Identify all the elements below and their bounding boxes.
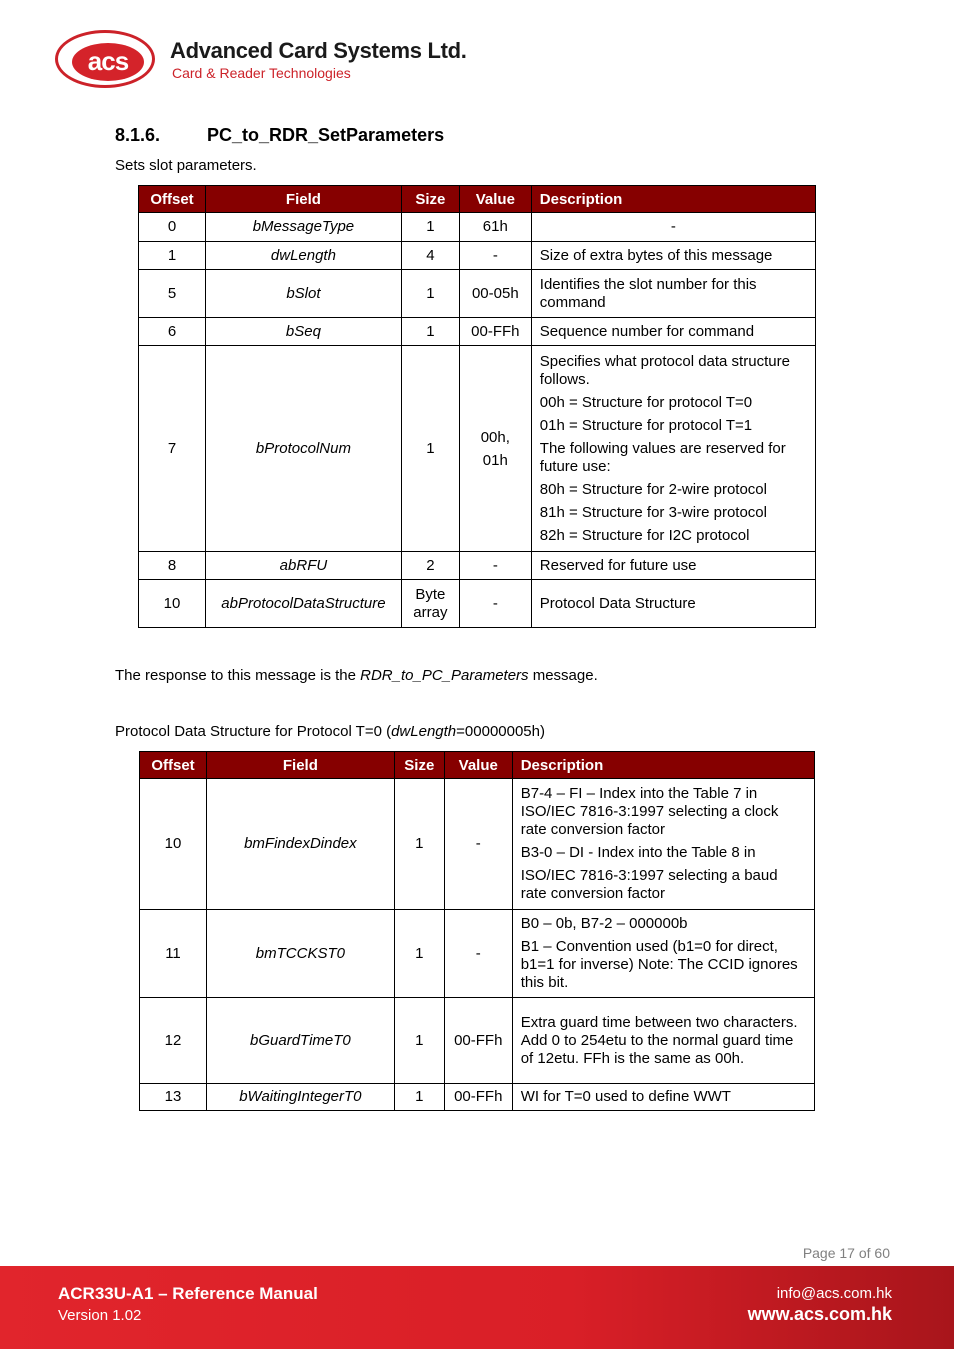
caption-text: =00000005h): [456, 723, 545, 740]
cell-field: bGuardTimeT0: [206, 998, 394, 1084]
description-line: 80h = Structure for 2-wire protocol: [539, 480, 767, 498]
section-intro: Sets slot parameters.: [115, 157, 257, 174]
cell-description: Reserved for future use: [531, 552, 815, 580]
cell-size: 4: [401, 242, 459, 270]
cell-value: -: [444, 910, 512, 998]
header-size: Size: [394, 752, 444, 779]
description-line: 01h = Structure for protocol T=1: [539, 416, 753, 434]
cell-offset: 13: [140, 1084, 207, 1111]
cell-field: bMessageType: [205, 213, 401, 242]
acs-logo-mark: [55, 30, 155, 88]
description-line: B0 – 0b, B7-2 – 000000b: [520, 915, 688, 932]
description-line: Specifies what protocol data structure follows.: [539, 352, 790, 388]
cell-offset: 0: [139, 213, 206, 242]
description-line: 00h = Structure for protocol T=0: [539, 393, 753, 411]
cell-field: dwLength: [205, 242, 401, 270]
cell-offset: 11: [140, 910, 207, 998]
cell-size: 1: [401, 213, 459, 242]
header-offset: Offset: [139, 186, 206, 213]
cell-value: 61h: [459, 213, 531, 242]
cell-value: -: [459, 242, 531, 270]
cell-offset: 8: [139, 552, 206, 580]
description-line: The following values are reserved for future use:: [539, 439, 786, 475]
page-number: Page 17 of 60: [802, 1245, 890, 1261]
footer-website[interactable]: www.acs.com.hk: [747, 1304, 892, 1324]
company-tagline: Card & Reader Technologies: [172, 65, 351, 81]
cell-size: 1: [394, 910, 444, 998]
cell-value: -: [459, 552, 531, 580]
cell-field: abRFU: [205, 552, 401, 580]
header-offset: Offset: [140, 752, 207, 779]
cell-description: [512, 910, 814, 998]
table-row: [139, 580, 816, 628]
cell-description: Protocol Data Structure: [531, 580, 815, 628]
cell-value: 00-FFh: [444, 998, 512, 1084]
cell-value-line: 01h: [482, 451, 508, 469]
cell-field: bmFindexDindex: [206, 779, 394, 910]
response-note: [115, 667, 598, 684]
header-field: Field: [205, 186, 401, 213]
cell-description: [531, 346, 815, 552]
table-row: [139, 552, 816, 580]
cell-description: Identifies the slot number for this command: [531, 270, 815, 318]
cell-description: Size of extra bytes of this message: [531, 242, 815, 270]
table-header-row: [140, 752, 815, 779]
cell-size: 1: [401, 270, 459, 318]
company-logo: [55, 30, 475, 94]
table-row: [140, 779, 815, 910]
caption-text: Protocol Data Structure for Protocol T=0 (: [115, 723, 392, 740]
cell-size: 1: [401, 346, 459, 552]
table-row: [139, 242, 816, 270]
table-row: [140, 998, 815, 1084]
cell-description: [512, 779, 814, 910]
response-text: message.: [528, 667, 598, 684]
logo-mark-text: acs: [72, 43, 144, 81]
table-header-row: [139, 186, 816, 213]
cell-offset: 10: [140, 779, 207, 910]
description-line: 82h = Structure for I2C protocol: [539, 526, 750, 544]
cell-offset: 10: [139, 580, 206, 628]
description-line: B7-4 – FI – Index into the Table 7 in ISO/IEC 7816-3:1997 selecting a clock rate conversion factor: [520, 785, 779, 838]
section-heading: [115, 125, 444, 146]
parameters-table: [138, 185, 816, 628]
cell-offset: 1: [139, 242, 206, 270]
cell-value: 00-FFh: [444, 1084, 512, 1111]
cell-value: -: [459, 580, 531, 628]
cell-offset: 5: [139, 270, 206, 318]
table2-caption: [115, 723, 545, 740]
cell-description: -: [531, 213, 815, 242]
cell-value-line: 00h,: [480, 428, 510, 446]
cell-offset: 12: [140, 998, 207, 1084]
table-row: [139, 270, 816, 318]
header-value: Value: [459, 186, 531, 213]
cell-description: Extra guard time between two characters. Add 0 to 254etu to the normal guard time of 12etu. FFh is the same as 00h.: [512, 998, 814, 1084]
cell-size: 1: [394, 998, 444, 1084]
table-row: [140, 1084, 815, 1111]
cell-size: 1: [401, 318, 459, 346]
cell-field: bProtocolNum: [205, 346, 401, 552]
cell-offset: 7: [139, 346, 206, 552]
cell-description: WI for T=0 used to define WWT: [512, 1084, 814, 1111]
header-field: Field: [206, 752, 394, 779]
cell-field: bSlot: [205, 270, 401, 318]
cell-size: 1: [394, 1084, 444, 1111]
cell-size: 1: [394, 779, 444, 910]
description-line: ISO/IEC 7816-3:1997 selecting a baud rate conversion factor: [520, 867, 778, 902]
section-number: 8.1.6.: [115, 125, 161, 145]
cell-field: bmTCCKST0: [206, 910, 394, 998]
cell-value: 00-FFh: [459, 318, 531, 346]
cell-description: Sequence number for command: [531, 318, 815, 346]
cell-value: [459, 346, 531, 552]
cell-size: 2: [401, 552, 459, 580]
footer-version: Version 1.02: [58, 1307, 142, 1324]
cell-offset: 6: [139, 318, 206, 346]
footer-document-title: ACR33U-A1 – Reference Manual: [58, 1284, 318, 1303]
page-footer: [0, 1266, 954, 1349]
table-row: [139, 318, 816, 346]
header-size: Size: [401, 186, 459, 213]
header-description: Description: [512, 752, 814, 779]
cell-size: Byte array: [401, 580, 459, 628]
response-message-name: RDR_to_PC_Parameters: [360, 667, 529, 684]
caption-field: dwLength: [391, 723, 457, 740]
table-row: [140, 910, 815, 998]
cell-value: 00-05h: [459, 270, 531, 318]
protocol-t0-table: [139, 751, 815, 1111]
cell-field: bSeq: [205, 318, 401, 346]
response-text: The response to this message is the: [115, 667, 361, 684]
header-value: Value: [444, 752, 512, 779]
table-row: [139, 213, 816, 242]
section-title: PC_to_RDR_SetParameters: [207, 125, 445, 145]
description-line: B1 – Convention used (b1=0 for direct, b1=1 for inverse) Note: The CCID ignores this bit.: [520, 938, 798, 991]
header-description: Description: [531, 186, 815, 213]
table-row: [139, 346, 816, 552]
description-line: B3-0 – DI - Index into the Table 8 in: [520, 844, 756, 861]
cell-value: -: [444, 779, 512, 910]
description-line: 81h = Structure for 3-wire protocol: [539, 503, 767, 521]
cell-field: bWaitingIntegerT0: [206, 1084, 394, 1111]
cell-field: abProtocolDataStructure: [205, 580, 401, 628]
footer-email[interactable]: info@acs.com.hk: [776, 1285, 892, 1302]
company-name: Advanced Card Systems Ltd.: [170, 38, 467, 63]
